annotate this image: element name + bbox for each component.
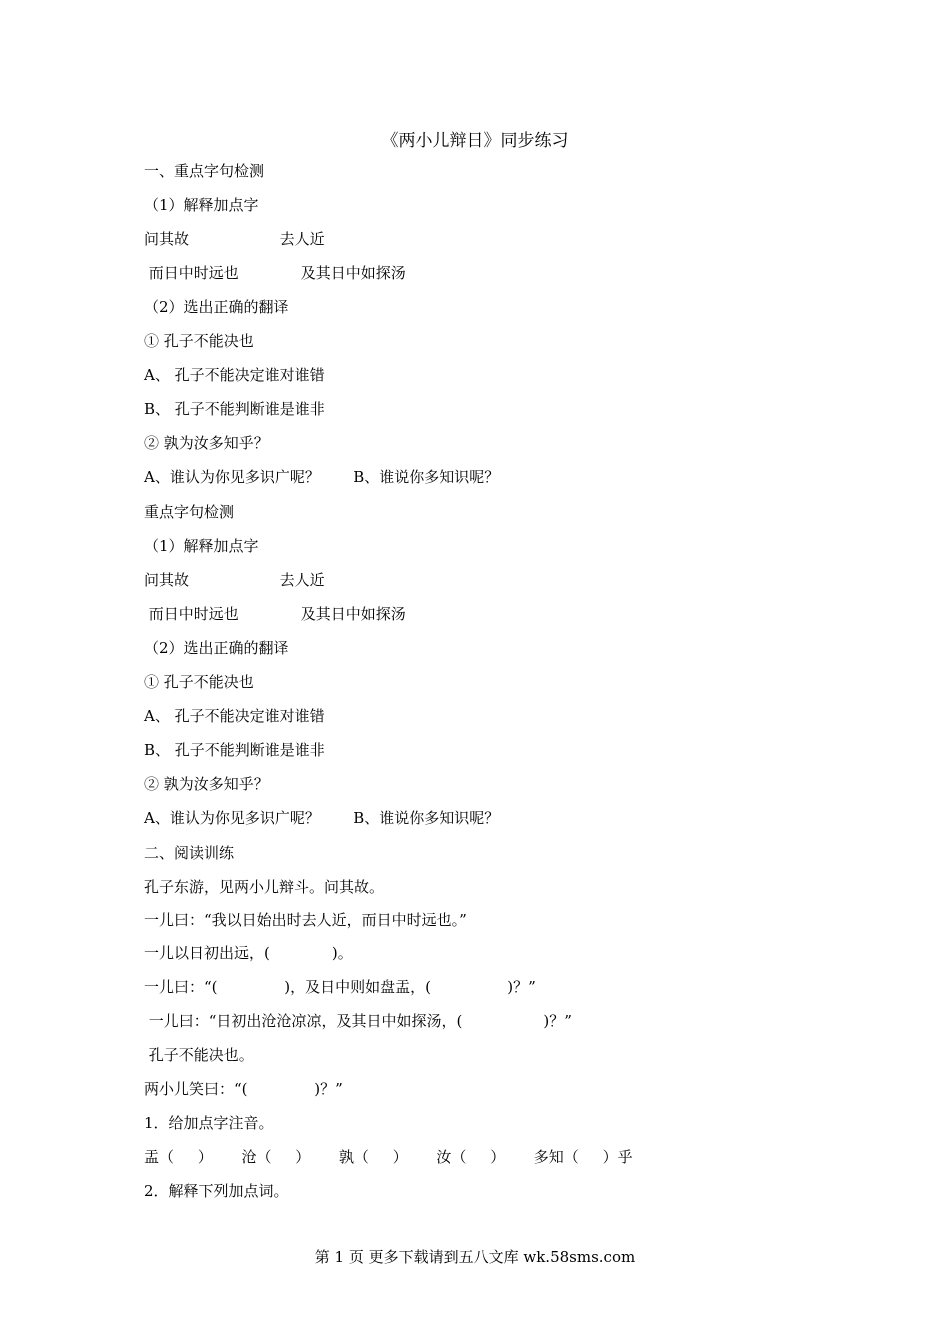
- option-a: A、 孔子不能决定谁对谁错: [144, 366, 325, 384]
- sub-question: （1）解释加点字: [144, 537, 259, 555]
- options-line: A、谁认为你见多识广呢？ B、谁说你多知识呢？: [144, 809, 500, 827]
- sub-question: （2）选出正确的翻译: [144, 298, 289, 316]
- text-line: 而日中时远也 及其日中如探汤: [144, 264, 406, 282]
- question-item: ① 孔子不能决也: [144, 332, 254, 350]
- question-item: ② 孰为汝多知乎？: [144, 775, 269, 793]
- passage-line: 一儿曰：“我以日始出时去人近，而日中时远也。”: [144, 911, 467, 929]
- section-heading: 二、阅读训练: [144, 844, 235, 862]
- question-item: ② 孰为汝多知乎？: [144, 434, 269, 452]
- options-line: A、谁认为你见多识广呢？ B、谁说你多知识呢？: [144, 468, 500, 486]
- document-title: 《两小儿辩日》同步练习: [381, 131, 569, 151]
- exercise-question: 1．给加点字注音。: [144, 1114, 274, 1132]
- option-b: B、 孔子不能判断谁是谁非: [144, 400, 325, 418]
- sub-question: （2）选出正确的翻译: [144, 639, 289, 657]
- passage-line: 孔子不能决也。: [144, 1046, 254, 1064]
- sub-question: （1）解释加点字: [144, 196, 259, 214]
- passage-line: 孔子东游，见两小儿辩斗。问其故。: [144, 878, 385, 896]
- section-heading: 一、重点字句检测: [144, 162, 265, 180]
- question-item: ① 孔子不能决也: [144, 673, 254, 691]
- passage-line: 一儿曰：“( )，及日中则如盘盂，( )？”: [144, 978, 536, 996]
- passage-line: 一儿曰：“日初出沧沧凉凉，及其日中如探汤，( )？”: [144, 1012, 572, 1030]
- text-line: 问其故 去人近: [144, 230, 325, 248]
- section-heading: 重点字句检测: [144, 503, 235, 521]
- page-footer: 第 1 页 更多下载请到五八文库 wk.58sms.com: [314, 1248, 636, 1266]
- pinyin-blanks: 盂（ ） 沧（ ） 孰（ ） 汝（ ） 多知（ ）乎: [144, 1148, 633, 1166]
- passage-line: 一儿以日初出远，( )。: [144, 944, 353, 962]
- text-line: 问其故 去人近: [144, 571, 325, 589]
- passage-line: 两小儿笑曰：“( )？”: [144, 1080, 343, 1098]
- text-line: 而日中时远也 及其日中如探汤: [144, 605, 406, 623]
- option-b: B、 孔子不能判断谁是谁非: [144, 741, 325, 759]
- exercise-question: 2．解释下列加点词。: [144, 1182, 289, 1200]
- option-a: A、 孔子不能决定谁对谁错: [144, 707, 325, 725]
